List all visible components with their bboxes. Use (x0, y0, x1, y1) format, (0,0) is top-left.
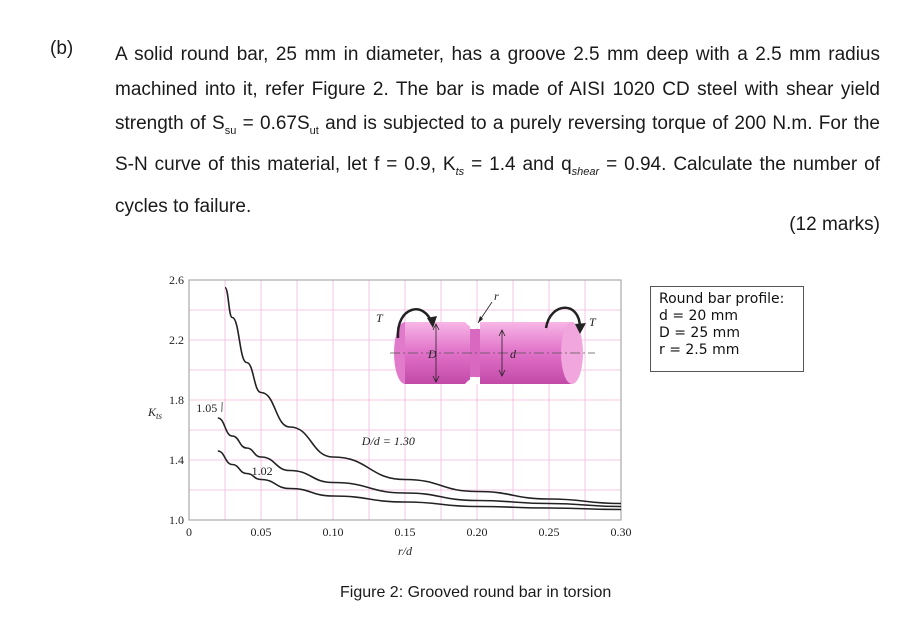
diameter-D-label: D (428, 347, 437, 361)
y-tick-label: 1.4 (169, 453, 184, 467)
x-tick-label: 0.05 (250, 525, 272, 539)
radius-r-label: r (494, 289, 499, 303)
chart-grid (189, 280, 621, 520)
profile-line-d: d = 20 mm (659, 308, 739, 324)
x-tick-label: 0.15 (394, 525, 416, 539)
profile-box (650, 286, 804, 372)
x-tick-label: 0.10 (322, 525, 344, 539)
y-tick-label: 1.0 (169, 513, 184, 527)
profile-title: Round bar profile: (659, 291, 785, 307)
question-label: (b) (50, 38, 74, 59)
curve-d-d-1-30 (225, 288, 621, 504)
x-tick-label: 0.30 (610, 525, 632, 539)
y-tick-label: 2.2 (169, 333, 184, 347)
y-tick-label: 2.6 (169, 273, 184, 287)
diameter-d-label: d (510, 347, 516, 361)
figure-caption: Figure 2: Grooved round bar in torsion (340, 584, 612, 601)
profile-line-r: r = 2.5 mm (659, 342, 740, 358)
kts-chart (140, 268, 640, 568)
curve-label-1-30: D/d = 1.30 (361, 434, 415, 448)
y-axis-label: $K_{ts}$ (148, 405, 163, 421)
curve-label-1-05: 1.05 (196, 401, 218, 415)
marks-label: (12 marks) (789, 214, 880, 235)
torque-T-left-label: T (376, 311, 383, 325)
x-tick-label: 0.20 (466, 525, 488, 539)
y-tick-label: 1.8 (169, 393, 184, 407)
torque-T-right-label: T (589, 315, 596, 329)
question-text: A solid round bar, 25 mm in diameter, has a groove 2.5 mm deep with a 2.5 mm radius machined into it, refer Figure 2. The bar is made of AISI 1020 CD steel with shear yield strength of $S_{su} = 0.67S_{ut}$ and is subjected to a purely reversing torque of 200 N.m. For the S-N curve of this material, let f = 0.9, $K_{ts} = 1.4$ and $q_{shear} = 0.94$. Calculate the number of cycles to failure. (115, 44, 880, 217)
x-tick-label: 0 (186, 525, 192, 539)
bar-diagram (376, 289, 597, 384)
curve-labels (196, 401, 415, 478)
y-axis-label-subscript: ts (156, 411, 163, 421)
chart-curves (218, 288, 621, 510)
curve-1-05 (218, 418, 621, 507)
profile-line-D: D = 25 mm (659, 325, 740, 341)
curve-label-1-02: 1.02 (251, 464, 273, 478)
x-tick-label: 0.25 (538, 525, 560, 539)
x-axis-label: r/d (397, 544, 413, 558)
